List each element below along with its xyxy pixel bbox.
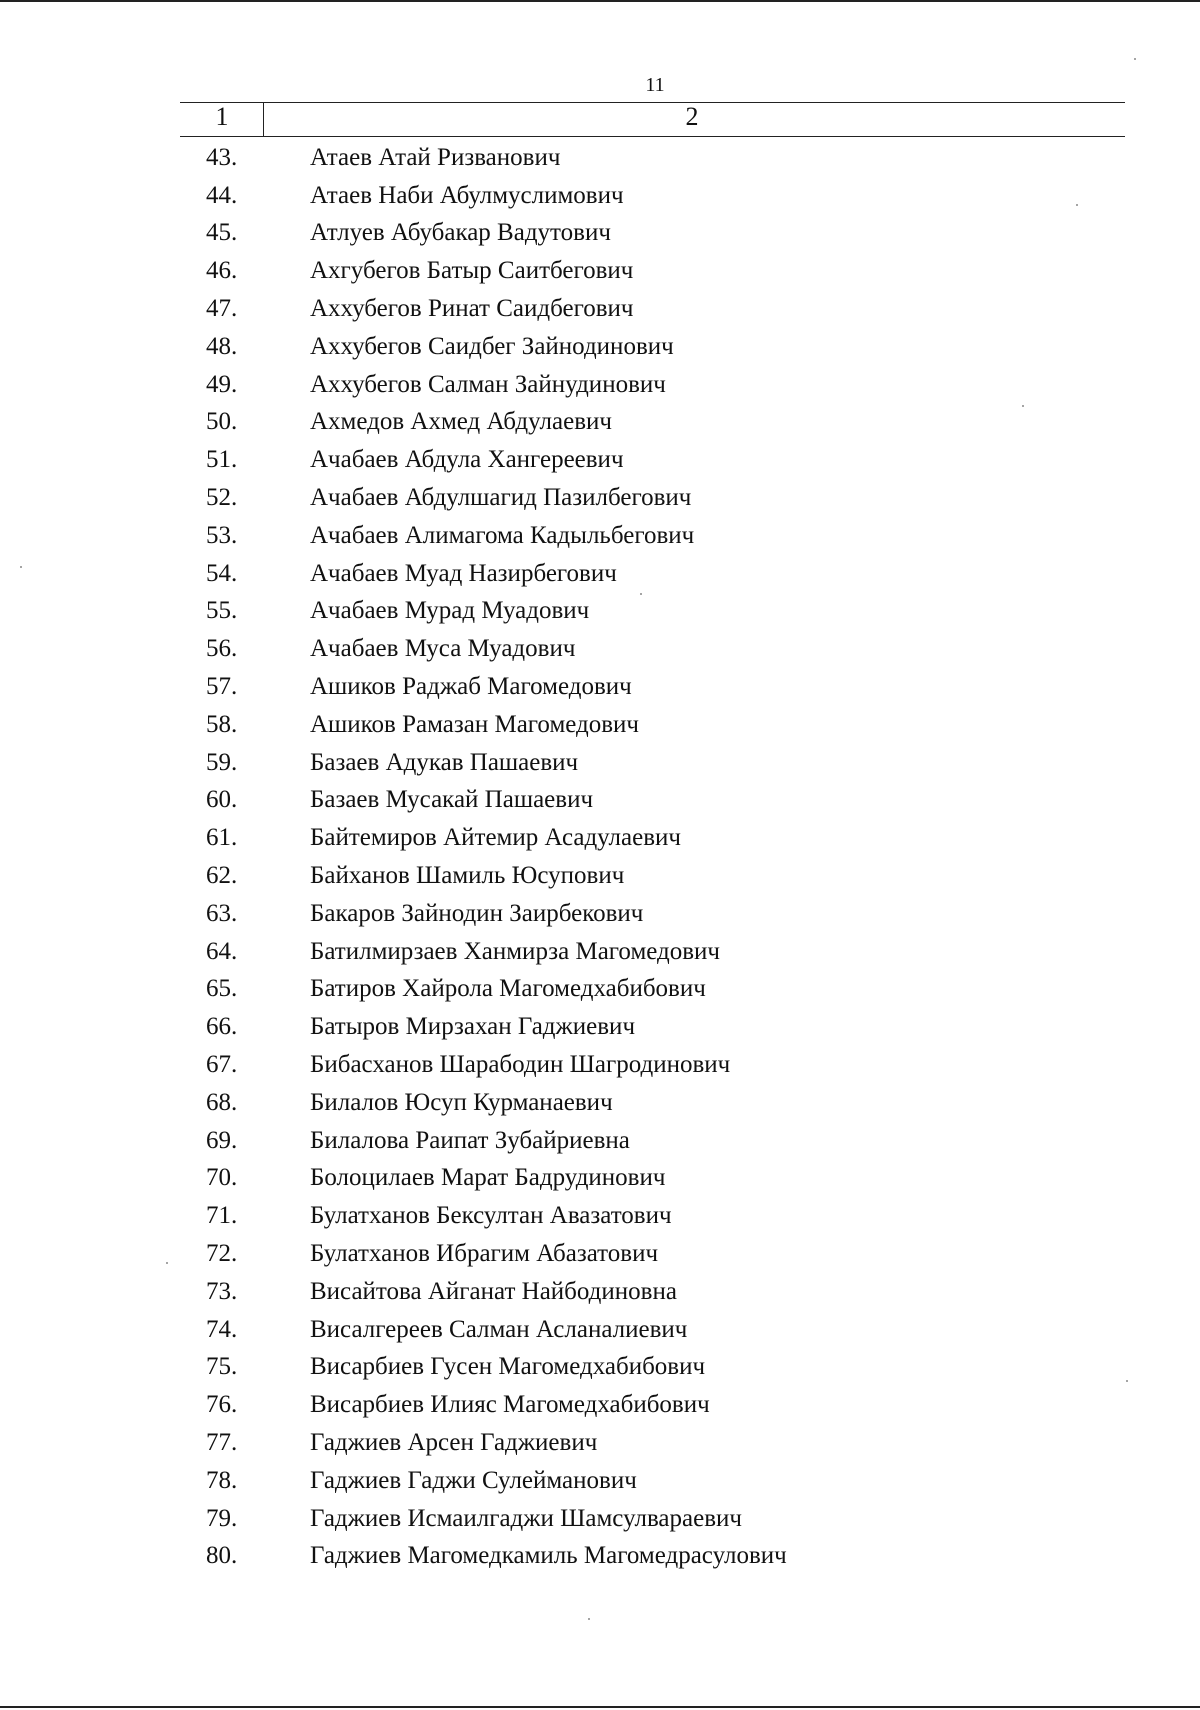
scan-speck	[166, 1262, 168, 1264]
list-item	[180, 139, 980, 177]
row-name: Байханов Шамиль Юсупович	[310, 862, 625, 890]
row-name: Базаев Адукав Пашаевич	[310, 748, 579, 776]
list-item	[180, 1235, 980, 1273]
column-header-number: 1	[215, 102, 229, 131]
row-number: 48.	[206, 332, 238, 360]
row-number: 63.	[206, 899, 238, 927]
row-name: Ашиков Раджаб Магомедович	[310, 673, 632, 701]
list-item	[180, 1046, 980, 1084]
row-number: 59.	[206, 748, 238, 776]
name-list	[180, 139, 980, 1575]
row-name: Бибасханов Шарабодин Шагродинович	[310, 1051, 731, 1079]
row-name: Бакаров Зайнодин Заирбекович	[310, 899, 644, 927]
row-name: Батиров Хайрола Магомедхабибович	[310, 975, 706, 1003]
row-number: 53.	[206, 521, 238, 549]
list-item	[180, 290, 980, 328]
row-name: Гаджиев Магомедкамиль Магомедрасулович	[310, 1542, 787, 1570]
row-number: 68.	[206, 1088, 238, 1116]
row-name: Билалова Раипат Зубайриевна	[310, 1126, 630, 1154]
scan-speck	[1126, 1380, 1128, 1382]
row-name: Ачабаев Муса Муадович	[310, 635, 576, 663]
row-name: Булатханов Ибрагим Абазатович	[310, 1240, 659, 1267]
row-name: Батыров Мирзахан Гаджиевич	[310, 1013, 636, 1041]
list-item	[180, 819, 980, 857]
row-number: 62.	[206, 862, 238, 890]
list-item	[180, 630, 980, 668]
scan-speck	[1022, 405, 1024, 407]
row-name: Висайтова Айганат Найбодиновна	[310, 1277, 677, 1305]
list-item	[180, 971, 980, 1009]
row-number: 77.	[206, 1428, 238, 1456]
list-item	[180, 1500, 980, 1538]
row-number: 58.	[206, 710, 238, 738]
row-number: 52.	[206, 484, 238, 512]
row-name: Висалгереев Салман Асланалиевич	[310, 1315, 688, 1343]
row-name: Батилмирзаев Ханмирза Магомедович	[310, 937, 721, 965]
list-item	[180, 1462, 980, 1500]
row-number: 56.	[206, 635, 238, 663]
row-number: 47.	[206, 295, 238, 323]
row-number: 57.	[206, 673, 238, 701]
row-name: Ачабаев Абдула Хангереевич	[310, 446, 624, 474]
row-number: 51.	[206, 446, 238, 474]
row-number: 70.	[206, 1164, 238, 1192]
row-number: 69.	[206, 1126, 238, 1154]
row-name: Гаджиев Гаджи Сулейманович	[310, 1466, 637, 1494]
row-name: Ачабаев Абдулшагид Пазилбегович	[310, 484, 692, 512]
row-number: 78.	[206, 1466, 238, 1494]
page-number: 11	[645, 74, 665, 96]
row-name: Ахгубегов Батыр Саитбегович	[310, 257, 634, 285]
list-item	[180, 215, 980, 253]
row-name: Болоцилаев Марат Бадрудинович	[310, 1164, 666, 1192]
row-name: Ачабаев Алимагома Кадыльбегович	[310, 521, 695, 549]
row-number: 44.	[206, 181, 238, 209]
row-number: 75.	[206, 1353, 238, 1381]
row-number: 73.	[206, 1277, 238, 1305]
scan-edge-bottom	[0, 1706, 1200, 1708]
row-name: Атаев Атай Ризванович	[310, 143, 561, 171]
list-item	[180, 252, 980, 290]
row-name: Ачабаев Мурад Муадович	[310, 597, 590, 625]
row-name: Аххубегов Салман Зайнудинович	[310, 370, 666, 398]
row-name: Висарбиев Илияс Магомедхабибович	[310, 1391, 710, 1419]
list-item	[180, 404, 980, 442]
scan-speck	[640, 593, 642, 595]
list-item	[180, 593, 980, 631]
list-item	[180, 933, 980, 971]
row-number: 66.	[206, 1013, 238, 1041]
row-name: Аххубегов Ринат Саидбегович	[310, 295, 634, 323]
row-name: Атаев Наби Абулмуслимович	[310, 181, 624, 209]
row-number: 49.	[206, 370, 238, 398]
row-number: 55.	[206, 597, 238, 625]
row-name: Байтемиров Айтемир Асадулаевич	[310, 824, 681, 852]
list-item	[180, 1084, 980, 1122]
row-name: Висарбиев Гусен Магомедхабибович	[310, 1353, 706, 1381]
scan-edge-top	[0, 0, 1200, 2]
list-item	[180, 782, 980, 820]
list-item	[180, 1197, 980, 1235]
row-name: Гаджиев Арсен Гаджиевич	[310, 1428, 598, 1456]
table-header-bottom-rule	[180, 136, 1125, 137]
row-name: Билалов Юсуп Курманаевич	[310, 1088, 613, 1116]
list-item	[180, 328, 980, 366]
row-number: 46.	[206, 257, 238, 285]
row-number: 65.	[206, 975, 238, 1003]
row-number: 79.	[206, 1504, 238, 1532]
list-item	[180, 366, 980, 404]
list-item	[180, 895, 980, 933]
list-item	[180, 1349, 980, 1387]
row-name: Атлуев Абубакар Вадутович	[310, 219, 611, 247]
list-item	[180, 1273, 980, 1311]
row-number: 76.	[206, 1391, 238, 1419]
list-item	[180, 668, 980, 706]
table-header-column-divider	[263, 102, 264, 136]
list-item	[180, 555, 980, 593]
list-item	[180, 706, 980, 744]
scan-speck	[588, 1618, 590, 1620]
list-item	[180, 1537, 980, 1575]
row-name: Ачабаев Муад Назирбегович	[310, 559, 617, 587]
column-header-name: 2	[685, 102, 699, 131]
scan-speck	[1076, 204, 1078, 206]
list-item	[180, 517, 980, 555]
row-number: 60.	[206, 786, 238, 814]
list-item	[180, 441, 980, 479]
row-name: Базаев Мусакай Пашаевич	[310, 786, 594, 814]
row-name: Булатханов Бексултан Авазатович	[310, 1202, 672, 1230]
row-number: 72.	[206, 1240, 238, 1267]
list-item	[180, 1424, 980, 1462]
row-number: 50.	[206, 408, 238, 436]
list-item	[180, 1122, 980, 1160]
list-item	[180, 1311, 980, 1349]
row-number: 67.	[206, 1051, 238, 1079]
row-number: 61.	[206, 824, 238, 852]
list-item	[180, 1008, 980, 1046]
list-item	[180, 177, 980, 215]
row-number: 64.	[206, 937, 238, 965]
list-item	[180, 479, 980, 517]
row-name: Ахмедов Ахмед Абдулаевич	[310, 408, 612, 436]
row-name: Аххубегов Саидбег Зайнодинович	[310, 332, 674, 360]
list-item	[180, 744, 980, 782]
scan-speck	[1134, 58, 1136, 60]
list-item	[180, 1386, 980, 1424]
list-item	[180, 1160, 980, 1198]
row-number: 54.	[206, 559, 238, 587]
row-number: 71.	[206, 1202, 238, 1230]
row-number: 43.	[206, 143, 238, 171]
list-item	[180, 857, 980, 895]
row-name: Ашиков Рамазан Магомедович	[310, 710, 640, 738]
row-number: 45.	[206, 219, 238, 247]
row-number: 74.	[206, 1315, 238, 1343]
scan-speck	[20, 566, 22, 568]
row-number: 80.	[206, 1542, 238, 1570]
table-header-top-rule	[180, 102, 1125, 103]
row-name: Гаджиев Исмаилгаджи Шамсулвараевич	[310, 1504, 742, 1532]
